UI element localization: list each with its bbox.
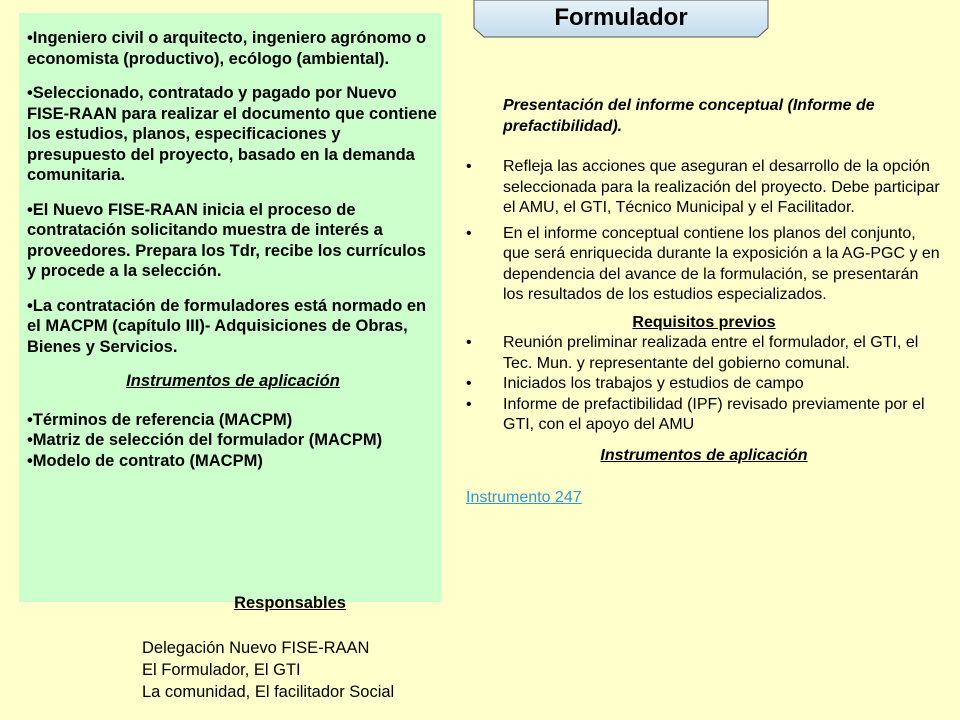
instrument-link[interactable]: Instrumento 247 [466,489,582,506]
left-bullet-4: •La contratación de formuladores está normado en el MACPM (capítulo III)- Adquisiciones de Obras, Bienes y Servicios. [27,296,427,356]
right-bullet-1 [466,157,942,219]
responsables-heading: Responsables [234,594,346,612]
bullet-dot: • [466,334,472,351]
page-title: Formulador [554,4,688,31]
right-instruments-heading: Instrumentos de aplicación [600,446,808,464]
bullet-dot: • [466,375,472,392]
left-instrument-1: •Términos de referencia (MACPM) [27,410,293,429]
left-instrument-3: •Modelo de contrato (MACPM) [27,451,263,470]
right-bullet-1-text: Refleja las acciones que aseguran el desarrollo de la opción seleccionada para la realización del proyecto. Debe participar el AMU, el GTI, Técnico Municipal y el Facilitador. [503,158,940,216]
requisito-3-text: Informe de prefactibilidad (IPF) revisado previamente por el GTI, con el apoyo del AMU [503,395,925,433]
requisito-1-text: Reunión preliminar realizada entre el formulador, el GTI, el Tec. Mun. y representante del gobierno comunal. [503,334,919,372]
responsables-list [142,637,462,703]
title-banner [473,0,769,38]
requisito-1 [466,333,942,374]
right-bullet-2-text: En el informe conceptual contiene los planos del conjunto, que será enriquecida durante la exposición a la AG-PGC y en dependencia del avance de la formulación, se presentarán los resultados de los estudios especializados. [503,224,940,303]
left-bullet-3: •El Nuevo FISE-RAAN inicia el proceso de contratación solicitando muestra de interés a proveedores. Prepara los Tdr, recibe los currículos y procede a la selección. [27,200,426,280]
right-bullet-2 [466,224,942,306]
left-instrument-2: •Matriz de selección del formulador (MACPM) [27,431,383,449]
requisito-3 [466,395,942,436]
requisitos-heading: Requisitos previos [632,313,776,331]
left-bullet-2: •Seleccionado, contratado y pagado por Nuevo FISE-RAAN para realizar el documento que contiene los estudios, planos, especificaciones y presupuesto del proyecto, basado en la demanda comunitaria. [27,84,437,184]
left-instruments-heading: Instrumentos de aplicación [126,372,340,390]
bullet-dot: • [466,395,472,413]
bullet-dot: • [466,224,472,242]
left-panel [27,28,439,471]
responsable-line-1: Delegación Nuevo FISE-RAAN [142,639,370,657]
requisito-2-text: Iniciados los trabajos y estudios de campo [503,375,804,392]
requisito-2 [466,374,942,395]
right-panel [466,96,942,509]
responsable-line-2: El Formulador, El GTI [142,661,301,679]
bullet-dot: • [466,158,472,175]
presentation-heading: Presentación del informe conceptual (Informe de prefactibilidad). [503,97,875,135]
responsable-line-3: La comunidad, El facilitador Social [142,683,395,701]
left-bullet-1: •Ingeniero civil o arquitecto, ingeniero agrónomo o economista (productivo), ecólogo (ambiental). [27,29,427,68]
